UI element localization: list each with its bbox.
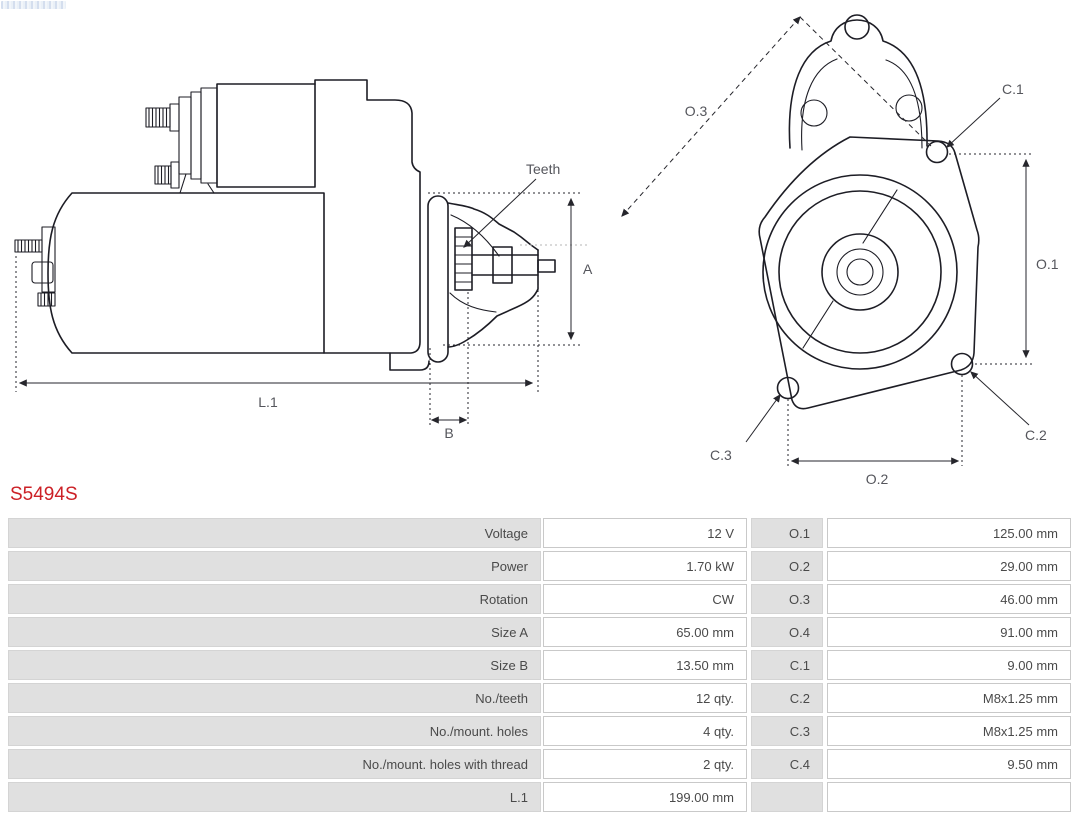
table-row [8,683,1072,713]
table-row [8,518,1072,548]
solenoid-collar [179,97,191,174]
dim-o2-label: O.2 [865,471,889,487]
center-housing-outline [315,80,420,353]
dim-label-cell: O.4 [751,617,823,647]
dim-c1-label: C.1 [1002,81,1024,97]
spec-value-cell: 1.70 kW [543,551,747,581]
dim-value-cell: 91.00 mm [827,617,1071,647]
shaft-center-circle [847,259,873,285]
dim-c2-leader [971,372,1029,425]
dim-l1-label: L.1 [258,394,278,410]
spec-value-cell: 2 qty. [543,749,747,779]
dim-c1-leader [947,98,1000,147]
top-bell-inner [802,59,922,150]
spec-label-cell: No./mount. holes [8,716,541,746]
shoulder-hole-right [896,95,922,121]
dim-label-cell [751,782,823,812]
dim-a-label: A [583,261,593,277]
dim-value-cell [827,782,1071,812]
spec-label-cell: Rotation [8,584,541,614]
spec-label-cell: No./teeth [8,683,541,713]
dim-c3-label: C.3 [710,447,732,463]
spec-value-cell: 4 qty. [543,716,747,746]
spec-label-cell: Power [8,551,541,581]
solenoid-body [217,84,315,187]
bell-housing-top [448,203,538,250]
brand-logo [1,1,66,9]
drive-flange-ring [428,196,448,362]
dim-c3-leader [746,395,780,442]
table-row [8,551,1072,581]
spec-label-cell: Voltage [8,518,541,548]
spec-value-cell: CW [543,584,747,614]
motor-body-outline [48,193,324,353]
solenoid-cap [201,88,217,183]
spec-label-cell: Size A [8,617,541,647]
face-circle-inner-ring [779,191,941,353]
spec-table [8,518,1072,815]
shaft-tip [538,260,555,272]
spec-value-cell: 199.00 mm [543,782,747,812]
center-housing-foot [390,353,429,370]
dim-o1-label: O.1 [1036,256,1059,272]
dim-value-cell: 125.00 mm [827,518,1071,548]
dim-value-cell: 29.00 mm [827,551,1071,581]
terminal-mid-plate [171,162,179,188]
teeth-leader-line [464,179,536,247]
spec-label-cell: L.1 [8,782,541,812]
table-row [8,617,1072,647]
shoulder-hole-left [801,100,827,126]
dim-o3-arrow [622,17,800,216]
spec-value-cell: 12 V [543,518,747,548]
spec-value-cell: 65.00 mm [543,617,747,647]
dim-value-cell: M8x1.25 mm [827,716,1071,746]
face-circle-outer [763,175,957,369]
dim-label-cell: O.1 [751,518,823,548]
table-row [8,782,1072,812]
dim-b-label: B [444,425,454,441]
dim-o3-label: O.3 [684,103,708,119]
dim-label-cell: C.3 [751,716,823,746]
spec-label-cell: No./mount. holes with thread [8,749,541,779]
dim-label-cell: C.4 [751,749,823,779]
dim-value-cell: 9.50 mm [827,749,1071,779]
dim-value-cell: M8x1.25 mm [827,683,1071,713]
dim-c2-label: C.2 [1025,427,1047,443]
dim-value-cell: 9.00 mm [827,650,1071,680]
terminal-mid-hatch [158,166,169,184]
dim-label-cell: C.2 [751,683,823,713]
starter-front-view-drawing [600,0,1080,500]
dim-value-cell: 46.00 mm [827,584,1071,614]
table-row [8,650,1072,680]
spec-label-cell: Size B [8,650,541,680]
teeth-label: Teeth [526,161,561,177]
table-row [8,749,1072,779]
spec-value-cell: 13.50 mm [543,650,747,680]
shaft-bore-circle [837,249,883,295]
shaft-lines [472,255,538,275]
table-row [8,716,1072,746]
table-row [8,584,1072,614]
solenoid-ring [191,92,201,179]
part-number: S5494S [10,484,78,505]
spec-value-cell: 12 qty. [543,683,747,713]
dim-label-cell: C.1 [751,650,823,680]
left-stud-thread-hatch [18,240,39,252]
starter-side-view-drawing [0,60,600,460]
terminal-top-plate [170,104,179,131]
pinion-teeth-lines [455,237,472,282]
top-hole [845,15,869,39]
dim-label-cell: O.2 [751,551,823,581]
dim-label-cell: O.3 [751,584,823,614]
terminal-top-hatch [149,108,167,127]
hub-circle [822,234,898,310]
